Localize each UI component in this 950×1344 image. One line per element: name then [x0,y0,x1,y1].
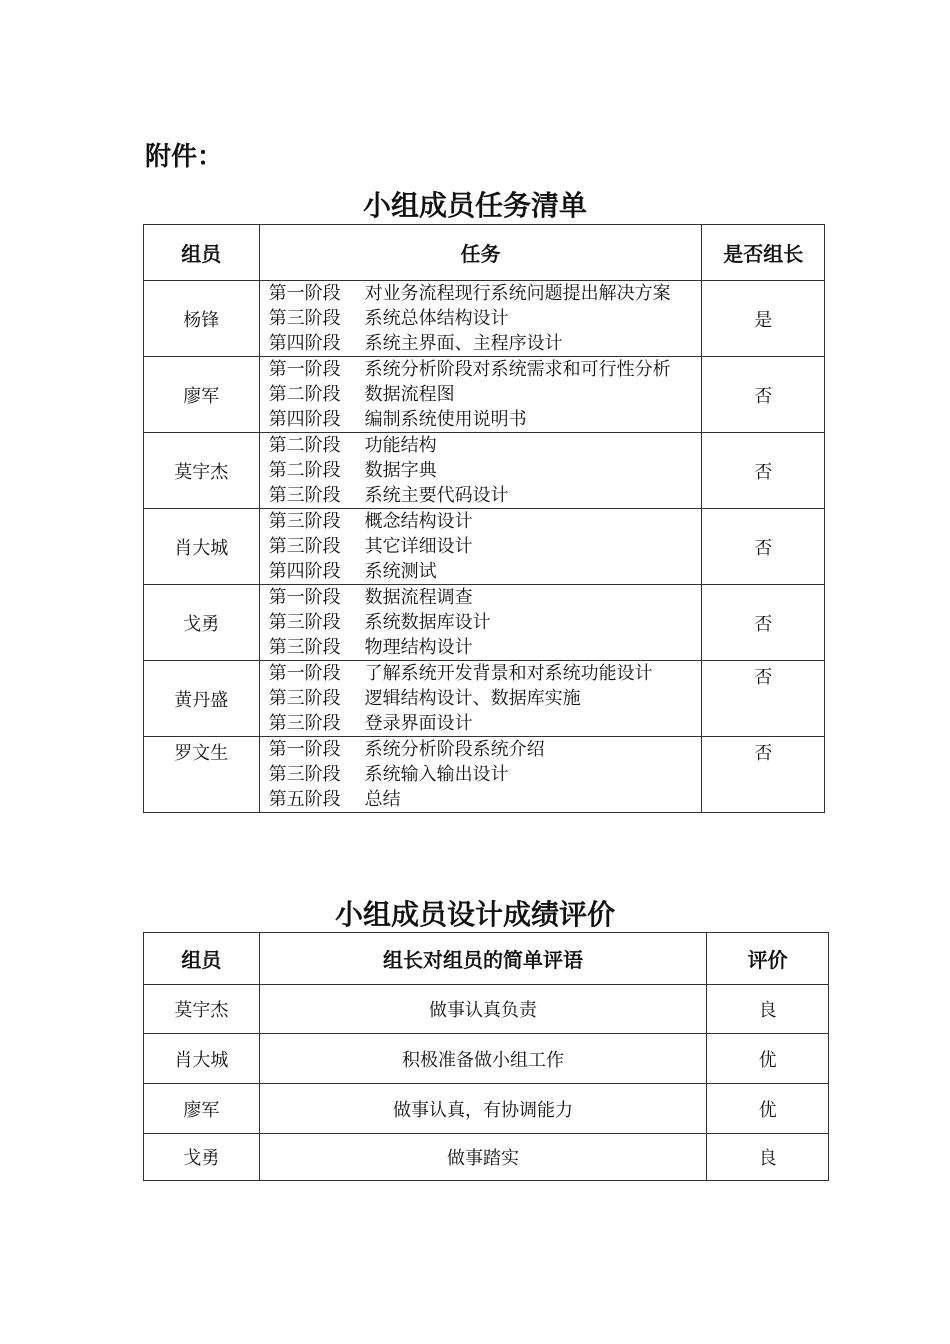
task-stage: 第三阶段 [268,612,341,633]
grade: 优 [707,1084,829,1134]
task-stage: 第三阶段 [268,688,341,709]
header-member: 组员 [144,933,260,985]
task-stage: 第二阶段 [268,460,341,481]
task-item [269,382,702,407]
task-desc: 概念结构设计 [364,511,473,532]
task-stage: 第三阶段 [268,637,341,658]
task-stage: 第三阶段 [268,511,341,532]
leader-comment: 做事踏实 [259,1134,706,1181]
member-name: 杨锋 [144,281,260,357]
task-stage: 第一阶段 [268,739,341,760]
header-is-leader: 是否组长 [702,225,825,281]
table-row [144,1034,829,1084]
task-item [269,483,702,508]
header-comment: 组长对组员的简单评语 [259,933,706,985]
leader-flag: 否 [702,585,825,661]
table-row [144,1134,829,1181]
task-stage: 第三阶段 [268,764,341,785]
leader-flag: 否 [702,737,825,813]
task-desc: 总结 [364,789,401,810]
task-item [269,686,702,711]
task-stage: 第二阶段 [268,384,341,405]
member-name: 莫宇杰 [144,985,260,1034]
grade: 良 [707,1134,829,1181]
task-desc: 逻辑结构设计、数据库实施 [364,688,581,709]
task-item [269,458,702,483]
task-desc: 对业务流程现行系统问题提出解决方案 [364,283,671,304]
task-desc: 物理结构设计 [364,637,473,658]
leader-flag: 否 [702,357,825,433]
task-item [269,306,702,331]
task-desc: 数据流程图 [364,384,455,405]
table-row [144,1084,829,1134]
task-item [269,661,702,686]
task-desc: 系统输入输出设计 [364,764,509,785]
task-desc: 数据字典 [364,460,437,481]
task-item [269,610,702,635]
task-desc: 数据流程调查 [364,587,473,608]
task-desc: 系统主界面、主程序设计 [364,333,563,354]
task-list [259,357,702,433]
header-task: 任务 [259,225,702,281]
task-desc: 系统测试 [364,561,437,582]
task-item [269,762,702,787]
task-list [259,281,702,357]
task-stage: 第三阶段 [268,308,341,329]
task-desc: 登录界面设计 [364,713,473,734]
member-name: 廖军 [144,1084,260,1134]
leader-flag: 否 [702,509,825,585]
member-name: 肖大城 [144,509,260,585]
table-row [144,661,825,737]
task-item [269,433,702,458]
task-stage: 第四阶段 [268,333,341,354]
task-list [259,585,702,661]
task-stage: 第四阶段 [268,561,341,582]
task-table [143,224,825,813]
task-desc: 系统主要代码设计 [364,485,509,506]
task-item [269,585,702,610]
table-row [144,509,825,585]
task-stage: 第一阶段 [268,587,341,608]
attachment-heading: 附件： [145,142,224,172]
task-stage: 第三阶段 [268,713,341,734]
task-stage: 第二阶段 [268,435,341,456]
task-stage: 第一阶段 [268,283,341,304]
table-row [144,281,825,357]
eval-table-header-row [144,933,829,985]
task-item [269,635,702,660]
task-item [269,711,702,736]
task-stage: 第一阶段 [268,359,341,380]
task-item [269,357,702,382]
task-item [269,737,702,762]
task-item [269,407,702,432]
task-desc: 系统分析阶段对系统需求和可行性分析 [364,359,671,380]
grade: 良 [707,985,829,1034]
leader-comment: 做事认真，有协调能力 [259,1084,706,1134]
member-name: 戈勇 [144,585,260,661]
task-list [259,661,702,737]
task-item [269,281,702,306]
task-desc: 系统数据库设计 [364,612,491,633]
task-desc: 系统分析阶段系统介绍 [364,739,545,760]
task-item [269,509,702,534]
task-list [259,433,702,509]
member-name: 黄丹盛 [144,661,260,737]
leader-comment: 做事认真负责 [259,985,706,1034]
table-row [144,585,825,661]
leader-flag: 是 [702,281,825,357]
leader-flag: 否 [702,433,825,509]
leader-flag: 否 [702,661,825,737]
member-name: 戈勇 [144,1134,260,1181]
task-table-title: 小组成员任务清单 [362,189,587,222]
task-list [259,509,702,585]
task-desc: 功能结构 [364,435,437,456]
eval-table-title: 小组成员设计成绩评价 [334,898,615,931]
header-grade: 评价 [707,933,829,985]
task-stage: 第三阶段 [268,536,341,557]
table-row [144,433,825,509]
grade: 优 [707,1034,829,1084]
task-stage: 第五阶段 [268,789,341,810]
leader-comment: 积极准备做小组工作 [259,1034,706,1084]
task-table-header-row [144,225,825,281]
task-desc: 系统总体结构设计 [364,308,509,329]
task-stage: 第四阶段 [268,409,341,430]
member-name: 罗文生 [144,737,260,813]
member-name: 肖大城 [144,1034,260,1084]
member-name: 莫宇杰 [144,433,260,509]
task-desc: 了解系统开发背景和对系统功能设计 [364,663,653,684]
task-stage: 第一阶段 [268,663,341,684]
table-row [144,737,825,813]
task-list [259,737,702,813]
header-member: 组员 [144,225,260,281]
task-stage: 第三阶段 [268,485,341,506]
eval-table [143,932,829,1181]
task-item [269,559,702,584]
task-item [269,787,702,812]
table-row [144,357,825,433]
table-row [144,985,829,1034]
member-name: 廖军 [144,357,260,433]
task-desc: 其它详细设计 [364,536,473,557]
task-desc: 编制系统使用说明书 [364,409,527,430]
task-item [269,331,702,356]
task-item [269,534,702,559]
